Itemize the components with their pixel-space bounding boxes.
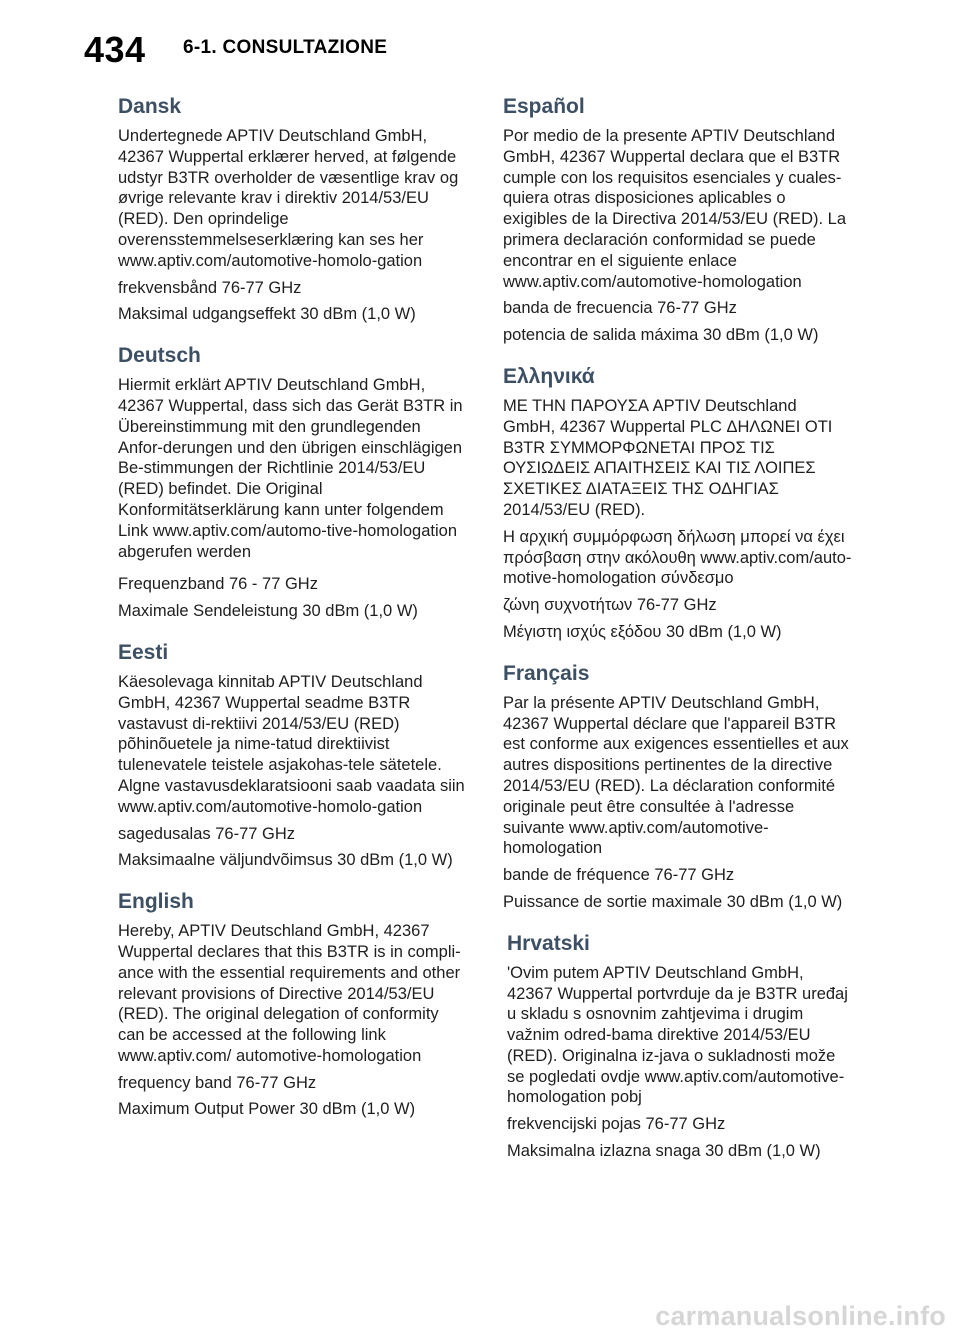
declaration-text: 'Ovim putem APTIV Deutschland GmbH, 42367 Wuppertal portvrduje da je B3TR uređaj u skladu s osnovnim zahtjevima i drugim važnim odred-bama direktive 2014/53/EU (RED). Originalna iz-java o sukladnosti može se pogledati ovdje www.aptiv.com/automotive-homologation pobj [507, 963, 848, 1107]
frequency-band: Frequenzband 76 - 77 GHz [118, 575, 318, 594]
lang-title-espanol: Español [503, 95, 585, 118]
frequency-band: frequency band 76-77 GHz [118, 1073, 317, 1092]
lang-title-francais: Français [503, 661, 590, 685]
frequency-band: sagedusalas 76-77 GHz [118, 824, 296, 843]
page-header [0, 0, 960, 80]
frequency-band: frekvensbånd 76-77 GHz [118, 278, 302, 297]
frequency-band: ζώνη συχνοτήτων 76-77 GHz [503, 596, 717, 615]
lang-block-ellinika [503, 364, 853, 643]
section-title: 6-1. CONSULTAZIONE [183, 37, 388, 58]
declaration-text: ΜΕ ΤΗΝ ΠΑΡΟΥΣΑ APTIV Deutschland GmbH, 42367 Wuppertal PLC ΔΗΛΩΝΕΙ ΟΤΙ B3TR ΣΥΜΜΟΡΦΩΝΕΤΑΙ ΠΡΟΣ ΤΙΣ ΟΥΣΙΩΔΕΙΣ ΑΠΑΙΤΗΣΕΙΣ ΚΑΙ ΤΙΣ ΛΟΙΠΕΣ ΣΧΕΤΙΚΕΣ ΔΙΑΤΑΞΕΙΣ ΤΗΣ ΟΔΗΓΙΑΣ 2014/53/EU (RED). [503, 396, 833, 519]
lang-title-deutsch: Deutsch [118, 344, 201, 368]
max-output-power: Μέγιστη ισχύς εξόδου 30 dBm (1,0 W) [503, 622, 782, 641]
max-output-power: Maksimal udgangseffekt 30 dBm (1,0 W) [118, 305, 416, 324]
max-output-power: potencia de salida máxima 30 dBm (1,0 W) [503, 326, 819, 345]
max-output-power: Maksimalna izlazna snaga 30 dBm (1,0 W) [507, 1142, 821, 1161]
lang-block-dansk [118, 94, 468, 325]
declaration-text: Par la présente APTIV Deutschland GmbH, 42367 Wuppertal déclare que l'appareil B3TR est conforme aux exigences essentielles et aux autres dispositions pertinentes de la directive 2014/53/EU (RED). La déclaration conformité originale peut être consultée à l'adresse suivante www.aptiv.com/automotive-homologation [503, 693, 849, 858]
watermark: carmanualsonline.info [655, 1301, 946, 1331]
right-column [503, 94, 853, 1162]
lang-block-eesti [118, 640, 468, 871]
lang-block-english [118, 889, 468, 1120]
lang-title-english: English [118, 890, 194, 914]
frequency-band: banda de frecuencia 76-77 GHz [503, 299, 737, 318]
lang-block-hrvatski [503, 931, 853, 1162]
declaration-text: Käesolevaga kinnitab APTIV Deutschland GmbH, 42367 Wuppertal seadme B3TR vastavust di-rektiivi 2014/53/EU (RED) põhinõuetele ja nime-tatud direktiivist tulenevatele teistele asjakohas-tele sätetele. Algne vastavusdeklaratsiooni saab vaadata siin www.aptiv.com/automotive-homolo-gation [118, 672, 465, 816]
max-output-power: Puissance de sortie maximale 30 dBm (1,0 W) [503, 892, 843, 911]
max-output-power: Maximale Sendeleistung 30 dBm (1,0 W) [118, 602, 418, 621]
declaration-text: Por medio de la presente APTIV Deutschland GmbH, 42367 Wuppertal declara que el B3TR cumple con los requisitos esenciales y cuales-quiera otras disposiciones aplicables o exigibles de la Directiva 2014/53/EU (RED). La primera declaración conformidad se puede encontrar en el siguiente enlace www.aptiv.com/automotive-homologation [503, 127, 846, 291]
declaration-text: Hiermit erklärt APTIV Deutschland GmbH, 42367 Wuppertal, dass sich das Gerät B3TR in Übereinstimmung mit den grundlegenden Anfor-derungen und den übrigen einschlägigen Be-stimmungen der Richtlinie 2014/53/EU (RED) befindet. Die Original Konformitätserklärung kann unter folgendem Link www.aptiv.com/automo-tive-homologation abgerufen werden [118, 376, 463, 561]
lang-title-eesti: Eesti [118, 640, 169, 664]
lang-title-hrvatski: Hrvatski [507, 931, 590, 955]
lang-block-espanol [503, 94, 853, 346]
lang-block-deutsch [118, 343, 468, 622]
max-output-power: Maksimaalne väljundvõimsus 30 dBm (1,0 W) [118, 851, 453, 870]
declaration-text: Undertegnede APTIV Deutschland GmbH, 42367 Wuppertal erklærer herved, at følgende udstyr B3TR overholder de væsentlige krav og øvrige relevante krav i direktiv 2014/53/EU (RED). Den oprindelige overensstemmelseserklæring kan ses her www.aptiv.com/automotive-homolo-gation [118, 127, 459, 270]
lang-block-francais [503, 661, 853, 913]
declaration-text: Hereby, APTIV Deutschland GmbH, 42367 Wuppertal declares that this B3TR is in compli-ance with the essential requirements and other relevant provisions of Directive 2014/53/EU (RED). The original delegation of conformity can be accessed at the following link www.aptiv.com/ automotive-homologation [118, 922, 461, 1065]
frequency-band: bande de fréquence 76-77 GHz [503, 866, 735, 885]
page-number: 434 [84, 29, 146, 70]
lang-title-dansk: Dansk [118, 95, 182, 118]
frequency-band: frekvencijski pojas 76-77 GHz [507, 1115, 726, 1134]
lang-title-ellinika: Ελληνικά [503, 364, 595, 388]
left-column [118, 94, 468, 1120]
declaration-access-text: Η αρχική συμμόρφωση δήλωση μπορεί να έχει πρόσβαση στην ακόλουθη www.aptiv.com/auto-motive-homologation σύνδεσμο [503, 527, 852, 588]
max-output-power: Maximum Output Power 30 dBm (1,0 W) [118, 1100, 416, 1119]
